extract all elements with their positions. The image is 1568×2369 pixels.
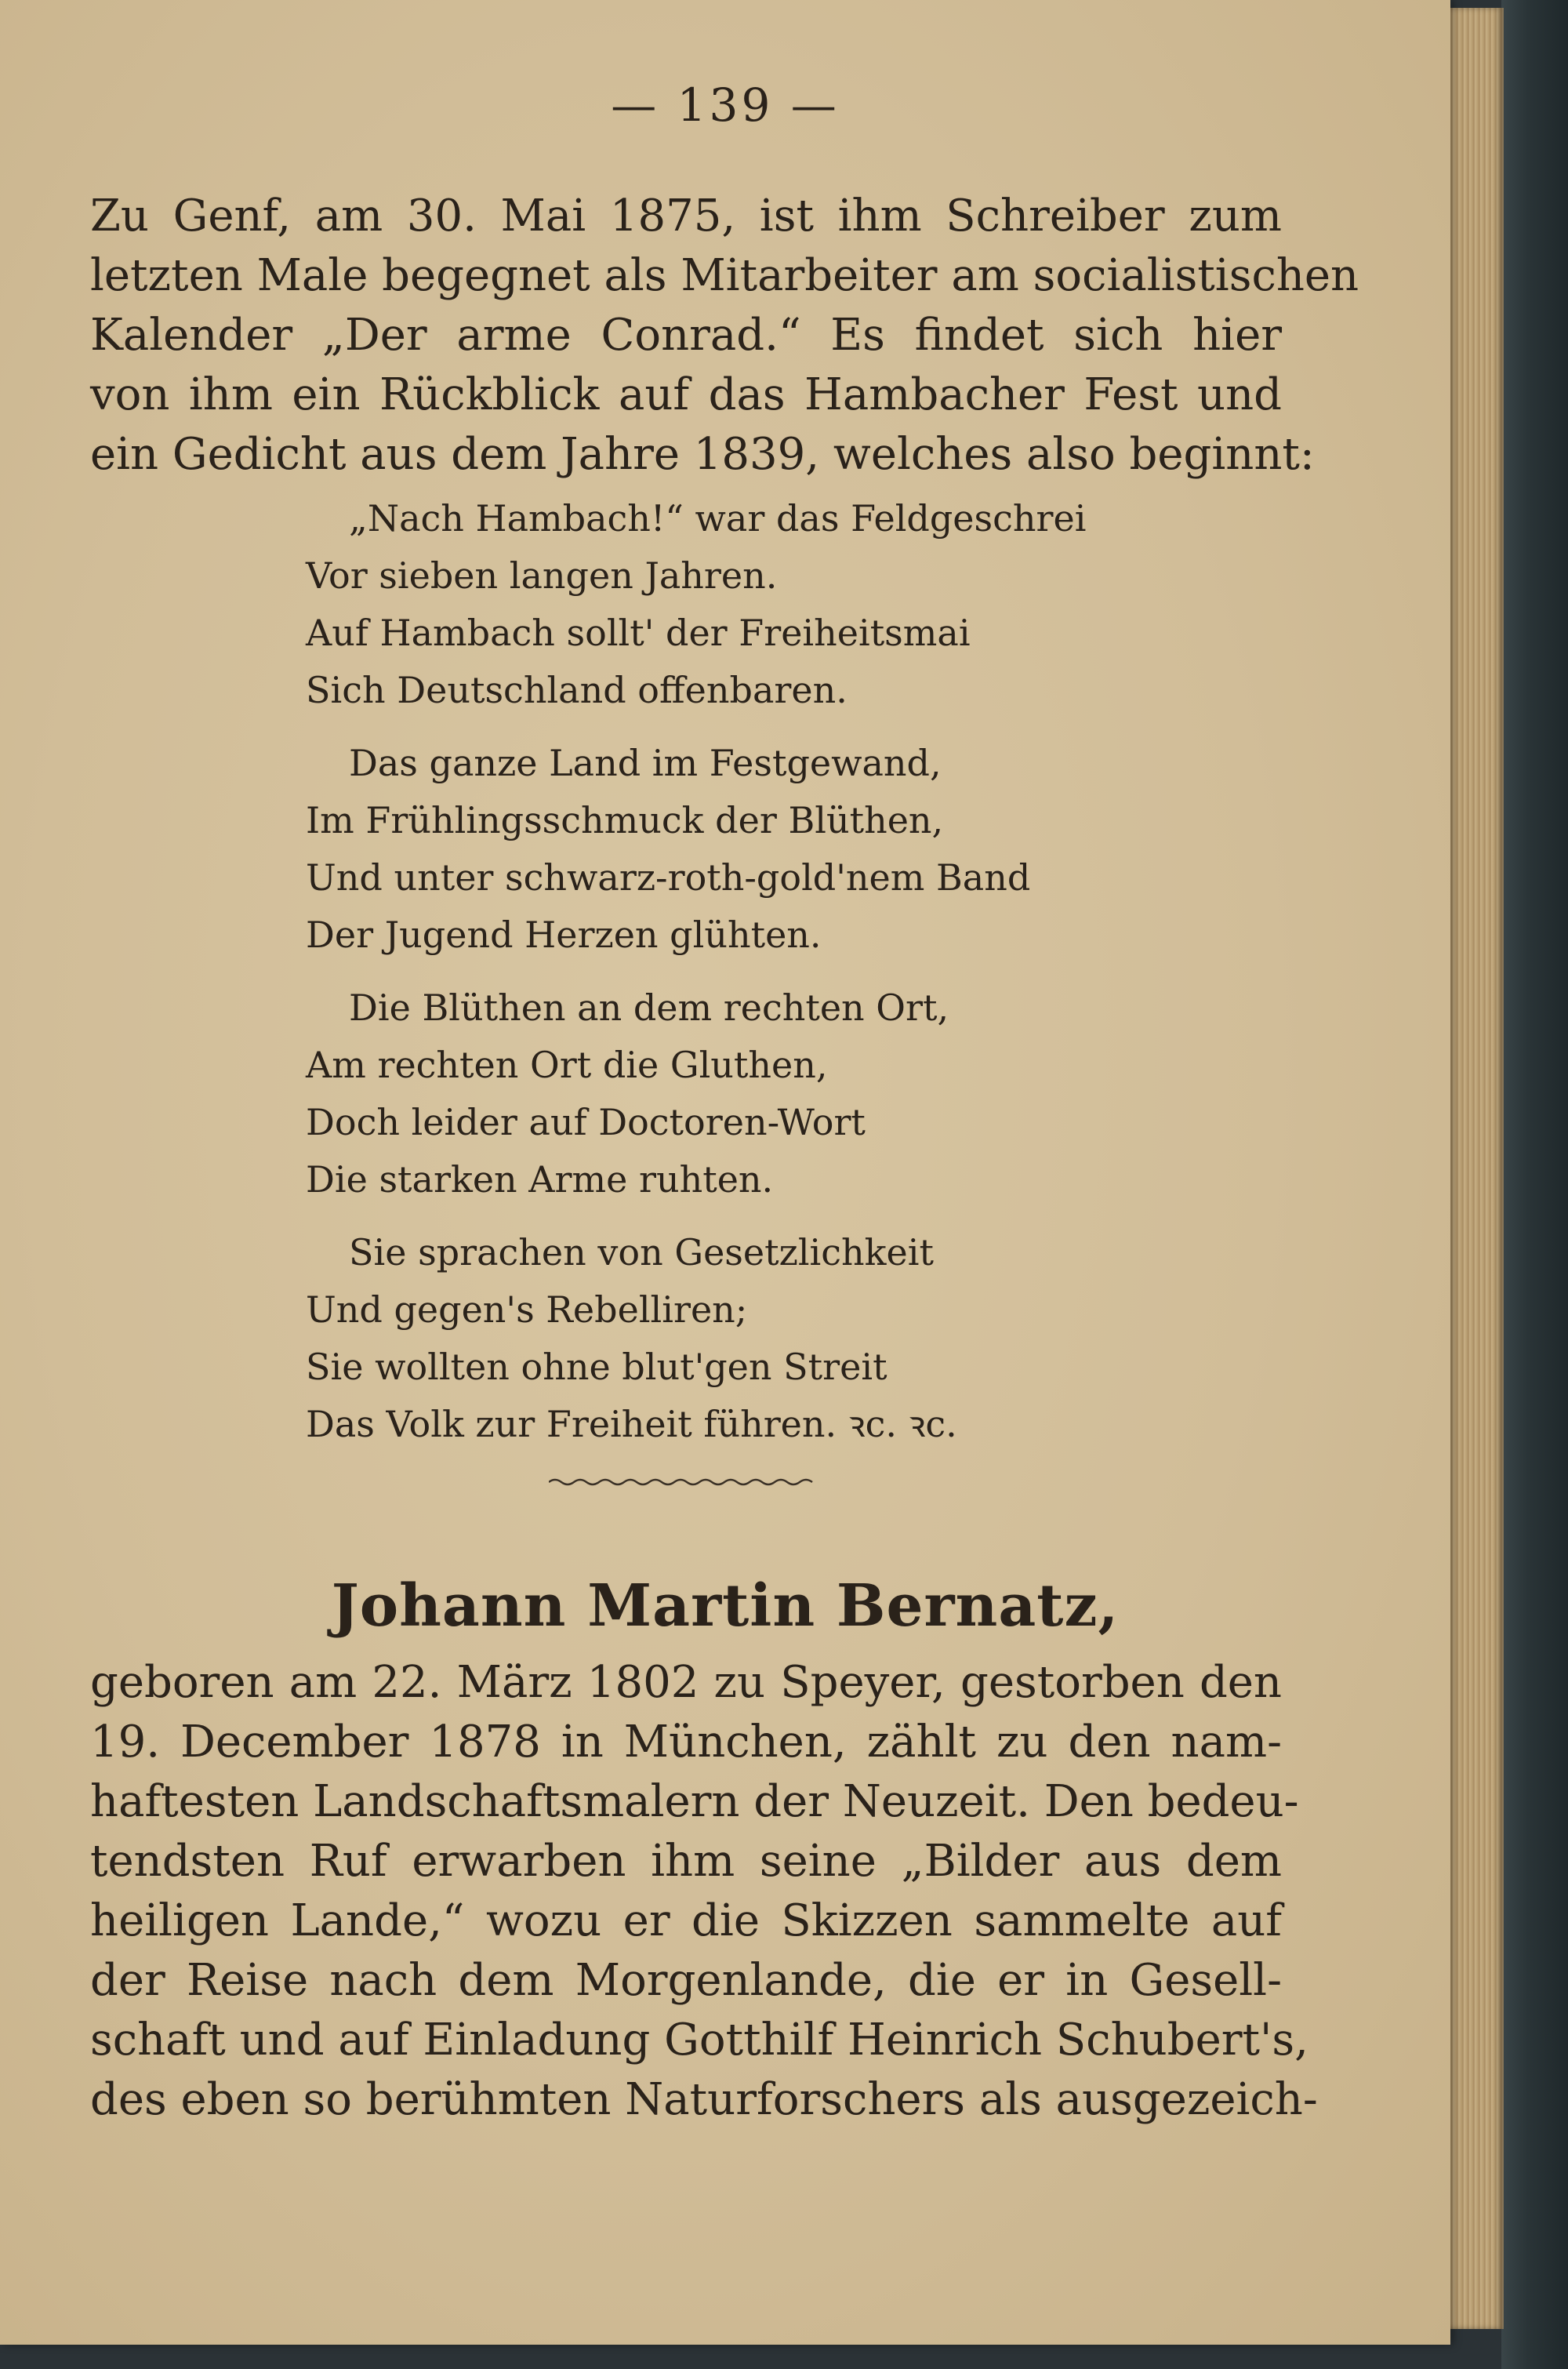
text-line: schaft und auf Einladung Gotthilf Heinrich Schubert's,	[90, 2015, 1308, 2066]
page-number: — 139 —	[611, 78, 840, 132]
bio-paragraph	[90, 1653, 1318, 2130]
poem-line: Die Blüthen an dem rechten Ort,	[349, 986, 949, 1029]
poem-line: Das Volk zur Freiheit führen. ꝛc. ꝛc.	[306, 1403, 957, 1445]
poem-line: Auf Hambach sollt' der Freiheitsmai	[306, 612, 971, 654]
text-line: 19. December 1878 in München, zählt zu den nam-	[90, 1717, 1282, 1768]
ornamental-divider	[549, 1474, 815, 1490]
poem-stanza	[306, 1224, 1090, 1453]
text-line: Zu Genf, am 30. Mai 1875, ist ihm Schreiber zum	[90, 191, 1282, 242]
text-line: ein Gedicht aus dem Jahre 1839, welches also beginnt:	[90, 429, 1315, 480]
poem-line: Der Jugend Herzen glühten.	[306, 914, 822, 956]
text-line: Kalender „Der arme Conrad.“ Es findet sich hier	[90, 310, 1282, 361]
poem-line: Im Frühlingsschmuck der Blüthen,	[306, 799, 944, 841]
poem-line: Vor sieben langen Jahren.	[306, 554, 778, 597]
poem-line: Die starken Arme ruhten.	[306, 1158, 774, 1201]
text-line: geboren am 22. März 1802 zu Speyer, gestorben den	[90, 1657, 1282, 1708]
poem-line: „Nach Hambach!“ war das Feldgeschrei	[349, 497, 1087, 540]
poem-line: Sie sprachen von Gesetzlichkeit	[349, 1231, 934, 1274]
intro-paragraph	[90, 187, 1359, 485]
poem-stanza	[306, 735, 1090, 964]
text-line: der Reise nach dem Morgenlande, die er in Gesell-	[90, 1955, 1282, 2006]
text-line: tendsten Ruf erwarben ihm seine „Bilder aus dem	[90, 1836, 1282, 1887]
poem	[306, 490, 1090, 1469]
poem-line: Und gegen's Rebelliren;	[306, 1288, 748, 1331]
text-line: des eben so berühmten Naturforschers als ausgezeich-	[90, 2074, 1318, 2125]
text-line: letzten Male begegnet als Mitarbeiter am socialistischen	[90, 250, 1359, 301]
poem-line: Sich Deutschland offenbaren.	[306, 669, 848, 711]
poem-line: Doch leider auf Doctoren-Wort	[306, 1101, 866, 1143]
poem-line: Am rechten Ort die Gluthen,	[306, 1044, 828, 1086]
poem-line: Das ganze Land im Festgewand,	[349, 742, 942, 784]
text-line: heiligen Lande,“ wozu er die Skizzen sammelte auf	[90, 1895, 1282, 1946]
text-line: von ihm ein Rückblick auf das Hambacher Fest und	[90, 369, 1282, 420]
poem-stanza	[306, 490, 1090, 719]
text-line: haftesten Landschaftsmalern der Neuzeit. Den bedeu-	[90, 1776, 1299, 1827]
poem-stanza	[306, 979, 1090, 1208]
page-edges	[1443, 8, 1504, 2329]
section-heading: Johann Martin Bernatz,	[331, 1572, 1120, 1640]
book-cover	[1501, 0, 1568, 2369]
poem-line: Und unter schwarz-roth-gold'nem Band	[306, 856, 1031, 899]
poem-line: Sie wollten ohne blut'gen Streit	[306, 1346, 887, 1388]
